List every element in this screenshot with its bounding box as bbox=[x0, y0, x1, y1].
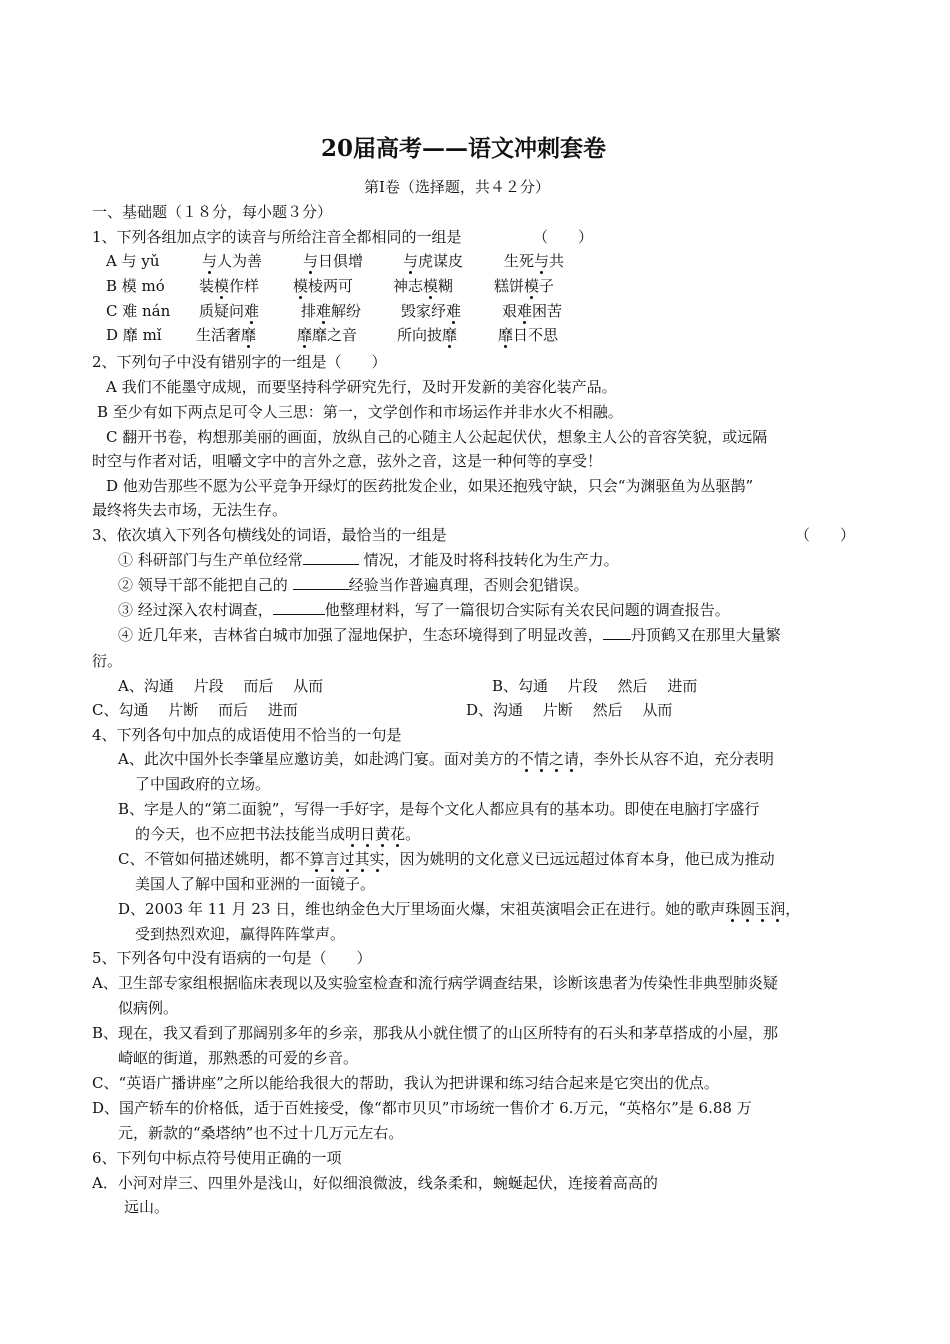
q1-stem: 1、下列各组加点字的读音与所给注音全都相同的一组是 bbox=[92, 228, 462, 246]
dotted-char: 模 bbox=[293, 277, 309, 295]
q1-word: 靡日不思 bbox=[498, 326, 559, 344]
dotted-char: 模 bbox=[423, 277, 439, 295]
q4-option-a-tail: ，李外长从容不迫，充分表明 bbox=[578, 750, 774, 768]
fill-blank bbox=[293, 575, 349, 590]
q4-option-c-text: C、不管如何描述姚明，都不 bbox=[118, 850, 310, 868]
q2-option-a: A 我们不能墨守成规，而要坚持科学研究先行，及时开发新的美容化装产品。 bbox=[106, 378, 617, 396]
q3-option-a: A、沟通 片段 而后 从而 bbox=[118, 677, 324, 695]
q1-word: 艰难困苦 bbox=[502, 302, 563, 320]
dotted-char: 其 bbox=[354, 850, 370, 868]
q5-option-d-cont: 元，新款的“桑塔纳”也不过十几万元左右。 bbox=[118, 1124, 404, 1142]
q2-stem: 2、下列句子中没有错别字的一组是（ ） bbox=[92, 353, 387, 371]
q5-option-a-cont: 似病例。 bbox=[118, 999, 179, 1017]
q2-option-b: B 至少有如下两点足可令人三思：第一，文学创作和市场运作并非水火不相融。 bbox=[97, 403, 623, 421]
q1-word: 糕饼模子 bbox=[494, 277, 555, 295]
q2-option-c-cont: 时空与作者对话，咀嚼文字中的言外之意，弦外之音，这是一种何等的享受！ bbox=[92, 452, 603, 470]
q1-word: 与人为善 bbox=[202, 252, 263, 270]
q6-option-a: A．小河对岸三、四里外是浅山，好似细浪微波，线条柔和，蜿蜒起伏，连接着高高的 bbox=[92, 1174, 658, 1192]
q1-word: 靡靡之音 bbox=[297, 326, 358, 344]
q1-word: 生死与共 bbox=[504, 252, 565, 270]
q3-option-c: C、勾通 片断 而后 进而 bbox=[92, 701, 298, 719]
q4-option-b-tail: 。 bbox=[405, 825, 421, 843]
page-subtitle: 第Ⅰ卷（选择题，共４２分） bbox=[364, 178, 550, 196]
q4-option-b-cont bbox=[135, 824, 420, 844]
q1-word: 与虎谋皮 bbox=[403, 252, 464, 270]
dotted-char: 情 bbox=[533, 750, 549, 768]
q6-option-a-cont: 远山。 bbox=[124, 1198, 170, 1216]
q1-word: 与日俱增 bbox=[303, 252, 364, 270]
q5-option-c: C、“英语广播讲座”之所以能给我很大的帮助，我认为把讲课和练习结合起来是它突出的优点。 bbox=[92, 1074, 719, 1092]
q1-row-label: A 与 yǔ bbox=[106, 252, 160, 270]
q1-word: 所向披靡 bbox=[397, 326, 458, 344]
q1-word: 毁家纾难 bbox=[401, 302, 462, 320]
dotted-char: 日 bbox=[360, 825, 376, 843]
q2-option-d-cont: 最终将失去市场，无法生存。 bbox=[92, 501, 288, 519]
q3-sentence-1-text: ① 科研部门与生产单位经常 bbox=[118, 551, 303, 569]
dotted-char: 言 bbox=[324, 850, 340, 868]
q1-word: 模棱两可 bbox=[293, 277, 354, 295]
q6-stem: 6、下列句中标点符号使用正确的一项 bbox=[92, 1149, 342, 1167]
q1-row-label: D 靡 mǐ bbox=[106, 326, 162, 344]
dotted-char: 珠 bbox=[725, 900, 741, 918]
section-heading: 一、基础题（１８分，每小题３分） bbox=[92, 203, 333, 221]
q3-answer-paren: （ ） bbox=[795, 526, 856, 544]
q4-option-d-text: D、2003 年 11 月 23 日，维也纳金色大厅里场面火爆，宋祖英演唱会正在进行。她的歌声 bbox=[118, 900, 726, 918]
dotted-char: 难 bbox=[446, 302, 462, 320]
dotted-char: 难 bbox=[244, 302, 260, 320]
q5-stem: 5、下列各句中没有语病的一句是（ ） bbox=[92, 949, 372, 967]
q3-sentence-3-text: ③ 经过深入农村调查， bbox=[118, 601, 273, 619]
dotted-char: 圆 bbox=[740, 900, 756, 918]
dotted-char: 靡 bbox=[241, 326, 257, 344]
dotted-char: 与 bbox=[403, 252, 419, 270]
q1-row-label: B 模 mó bbox=[106, 277, 165, 295]
dotted-idiom bbox=[345, 825, 405, 843]
q2-option-c: C 翻开书卷，构想那美丽的画面，放纵自己的心随主人公起起伏伏，想象主人公的音容笑貌，或远隔 bbox=[106, 428, 768, 446]
q3-sentence-1-tail: 情况，才能及时将科技转化为生产力。 bbox=[363, 551, 619, 569]
dotted-char: 靡 bbox=[498, 326, 514, 344]
q4-option-b: B、字是人的“第二面貌”，写得一手好字，是每个文化人都应具有的基本功。即使在电脑打字盛行 bbox=[118, 800, 760, 818]
dotted-idiom bbox=[725, 900, 785, 918]
dotted-char: 与 bbox=[202, 252, 218, 270]
dotted-char: 与 bbox=[534, 252, 550, 270]
q3-stem: 3、依次填入下列各句横线处的词语，最恰当的一组是 bbox=[92, 526, 447, 544]
q2-option-d: D 他劝告那些不愿为公平竞争开绿灯的医药批发企业，如果还抱残守缺，只会“为渊驱鱼为丛驱鹊” bbox=[106, 477, 754, 495]
dotted-char: 与 bbox=[303, 252, 319, 270]
q3-option-d: D、沟通 片断 然后 从而 bbox=[466, 701, 673, 719]
dotted-char: 之 bbox=[548, 750, 564, 768]
q3-sentence-4-text: ④ 近几年来，吉林省白城市加强了湿地保护，生态环境得到了明显改善， bbox=[118, 626, 603, 644]
q3-sentence-4-tail: 丹顶鹤又在那里大量繁 bbox=[630, 626, 781, 644]
q3-sentence-4-cont: 衍。 bbox=[92, 652, 123, 670]
dotted-char: 靡 bbox=[297, 326, 313, 344]
fill-blank bbox=[303, 550, 359, 565]
q4-option-d-tail: ， bbox=[785, 900, 801, 918]
dotted-char: 难 bbox=[517, 302, 533, 320]
dotted-char: 过 bbox=[339, 850, 355, 868]
q4-option-a-cont: 了中国政府的立场。 bbox=[135, 775, 271, 793]
q1-answer-paren: （ ） bbox=[533, 228, 594, 246]
q5-option-b-cont: 崎岖的街道，那熟悉的可爱的乡音。 bbox=[118, 1049, 359, 1067]
fill-blank bbox=[603, 625, 631, 640]
q4-option-d-cont: 受到热烈欢迎，赢得阵阵掌声。 bbox=[135, 925, 346, 943]
q3-sentence-3 bbox=[118, 600, 730, 620]
dotted-char: 不 bbox=[518, 750, 534, 768]
q1-word: 质疑问难 bbox=[199, 302, 260, 320]
q4-option-c-tail: ，因为姚明的文化意义已远远超过体育本身，他已成为推动 bbox=[384, 850, 775, 868]
dotted-char: 玉 bbox=[755, 900, 771, 918]
q3-sentence-2-tail: 经验当作普遍真理，否则会犯错误。 bbox=[348, 576, 589, 594]
q3-sentence-2 bbox=[118, 575, 589, 595]
q4-option-a bbox=[118, 749, 774, 769]
q3-sentence-2-text: ② 领导干部不能把自己的 bbox=[118, 576, 288, 594]
dotted-char: 黄 bbox=[375, 825, 391, 843]
q4-option-d bbox=[118, 899, 800, 919]
dotted-char: 模 bbox=[524, 277, 540, 295]
dotted-char: 难 bbox=[316, 302, 332, 320]
q3-sentence-3-tail: 他整理材料，写了一篇很切合实际有关农民问题的调查报告。 bbox=[324, 601, 730, 619]
dotted-char: 明 bbox=[345, 825, 361, 843]
dotted-idiom bbox=[519, 750, 579, 768]
dotted-char: 模 bbox=[214, 277, 230, 295]
q5-option-b: B、现在，我又看到了那阔别多年的乡亲，那我从小就住惯了的山区所特有的石头和茅草搭成的小屋，那 bbox=[92, 1024, 779, 1042]
dotted-char: 实 bbox=[369, 850, 385, 868]
q1-word: 生活奢靡 bbox=[196, 326, 257, 344]
q3-option-b: B、勾通 片段 然后 进而 bbox=[492, 677, 698, 695]
q4-option-c-cont: 美国人了解中国和亚洲的一面镜子。 bbox=[135, 875, 376, 893]
dotted-char: 润 bbox=[770, 900, 786, 918]
page-title: 20届高考——语文冲刺套卷 bbox=[321, 135, 607, 162]
q1-row-label: C 难 nán bbox=[106, 302, 171, 320]
q5-option-d: D、国产轿车的价格低，适于百姓接受，像“都市贝贝”市场统一售价才 6.万元，“英格尔”是 6.88 万 bbox=[92, 1099, 752, 1117]
q4-stem: 4、下列各句中加点的成语使用不恰当的一句是 bbox=[92, 726, 402, 744]
dotted-char: 花 bbox=[390, 825, 406, 843]
fill-blank bbox=[273, 600, 325, 615]
q5-option-a: A、卫生部专家组根据临床表现以及实验室检查和流行病学调查结果，诊断该患者为传染性非典型肺炎疑 bbox=[92, 974, 778, 992]
dotted-char: 算 bbox=[309, 850, 325, 868]
q4-option-c bbox=[118, 849, 775, 869]
q1-word: 神志模糊 bbox=[393, 277, 454, 295]
dotted-idiom bbox=[309, 850, 384, 868]
dotted-char: 靡 bbox=[442, 326, 458, 344]
q4-option-a-text: A、此次中国外长李肇星应邀访美，如赴鸿门宴。面对美方的 bbox=[118, 750, 519, 768]
q1-word: 排难解纷 bbox=[301, 302, 362, 320]
q1-word: 装模作样 bbox=[199, 277, 260, 295]
q3-sentence-4 bbox=[118, 625, 781, 645]
q4-option-b-text: 的今天，也不应把书法技能当成 bbox=[135, 825, 346, 843]
q3-sentence-1 bbox=[118, 550, 619, 570]
dotted-char: 请 bbox=[563, 750, 579, 768]
